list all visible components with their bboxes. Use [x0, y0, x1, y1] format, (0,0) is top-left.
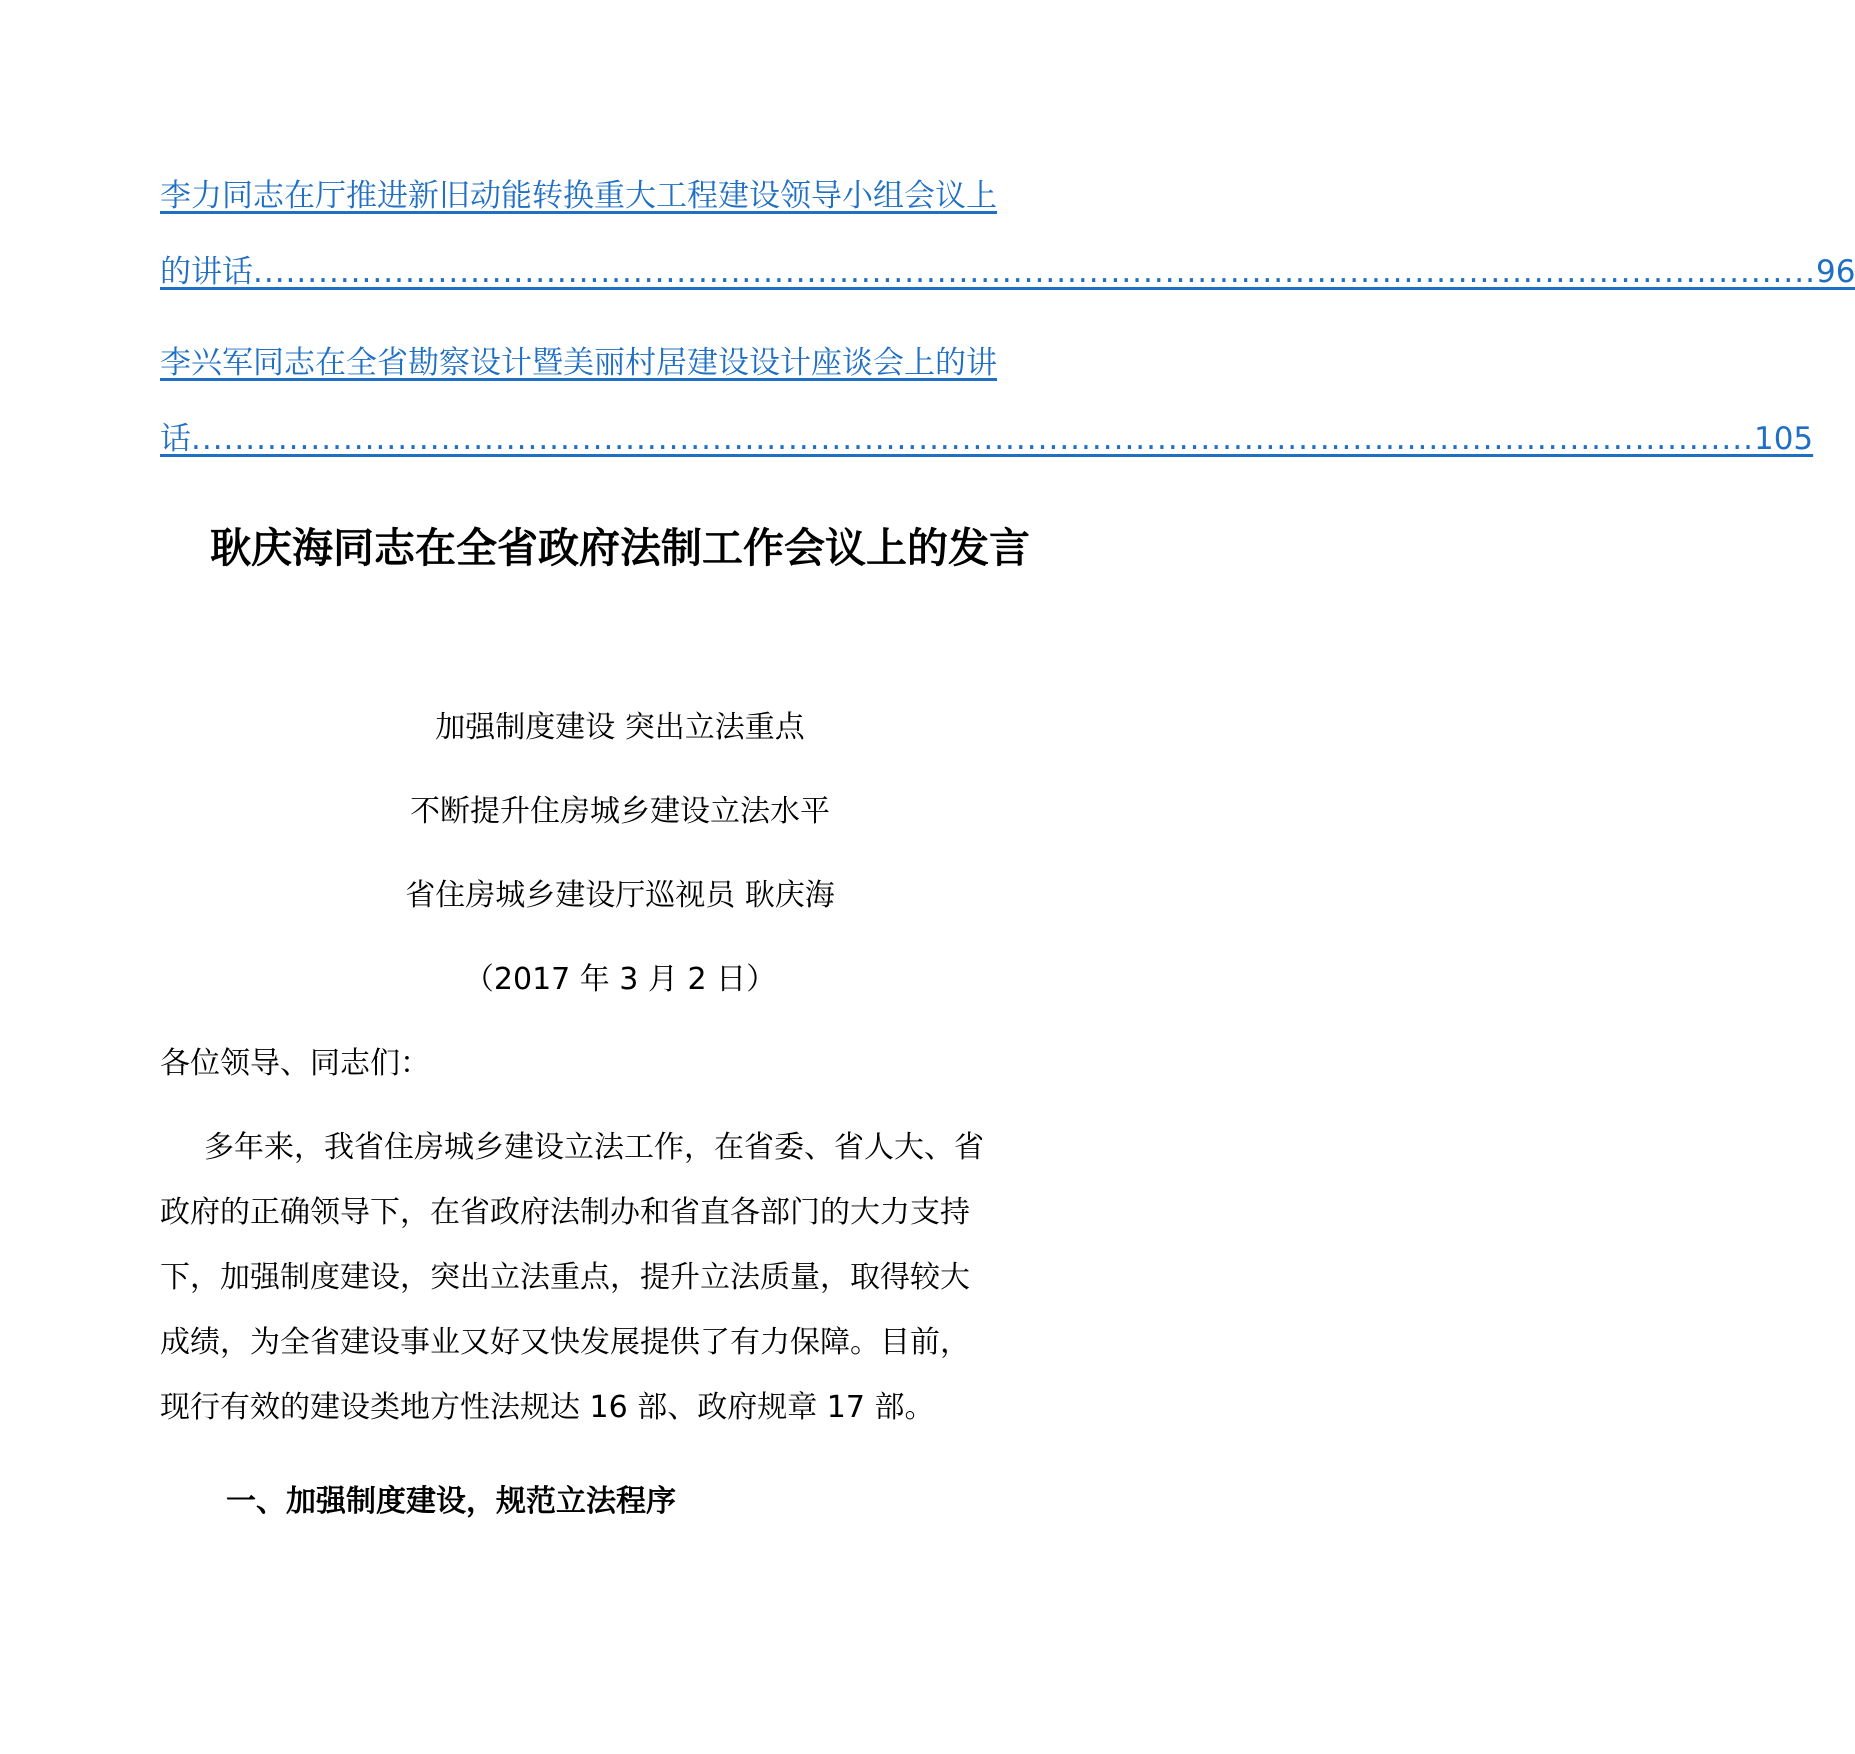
body-line: 政府的正确领导下，在省政府法制办和省直各部门的大力支持: [160, 1195, 970, 1230]
toc-entry-2-page: 105: [1753, 421, 1814, 457]
toc-entry-1-title-end: 的讲话: [160, 254, 253, 290]
salutation: 各位领导、同志们：: [160, 1046, 430, 1081]
body-line: 现行有效的建设类地方性法规达 16 部、政府规章 17 部。: [160, 1390, 935, 1425]
toc-entry-1-link[interactable]: [160, 252, 1855, 292]
toc-entry-2-title-end: 话: [160, 421, 191, 457]
body-line: 多年来，我省住房城乡建设立法工作，在省委、省人大、省: [204, 1130, 984, 1165]
section-heading-1: 一、加强制度建设，规范立法程序: [226, 1484, 676, 1519]
body-line: 下，加强制度建设，突出立法重点，提升立法质量，取得较大: [160, 1260, 970, 1295]
toc-entry-2-title[interactable]: 李兴军同志在全省勘察设计暨美丽村居建设设计座谈会上的讲: [160, 345, 997, 381]
toc-entry-1-page: 96: [1815, 254, 1855, 290]
subtitle-line-2: 不断提升住房城乡建设立法水平: [410, 794, 830, 829]
toc-leader-dots: ................................................................................................................................................: [191, 421, 1754, 457]
body-line: 成绩，为全省建设事业又好又快发展提供了有力保障。目前，: [160, 1325, 970, 1360]
subtitle-line-1: 加强制度建设 突出立法重点: [435, 710, 805, 745]
byline: 省住房城乡建设厅巡视员 耿庆海: [405, 878, 835, 913]
toc-leader-dots: ................................................................................................................................................: [253, 254, 1816, 290]
speech-date: （2017 年 3 月 2 日）: [463, 962, 777, 997]
toc-entry-1-title[interactable]: 李力同志在厅推进新旧动能转换重大工程建设领导小组会议上: [160, 178, 997, 214]
toc-entry-2-link[interactable]: [160, 419, 1814, 459]
document-heading: 耿庆海同志在全省政府法制工作会议上的发言: [210, 524, 1030, 572]
